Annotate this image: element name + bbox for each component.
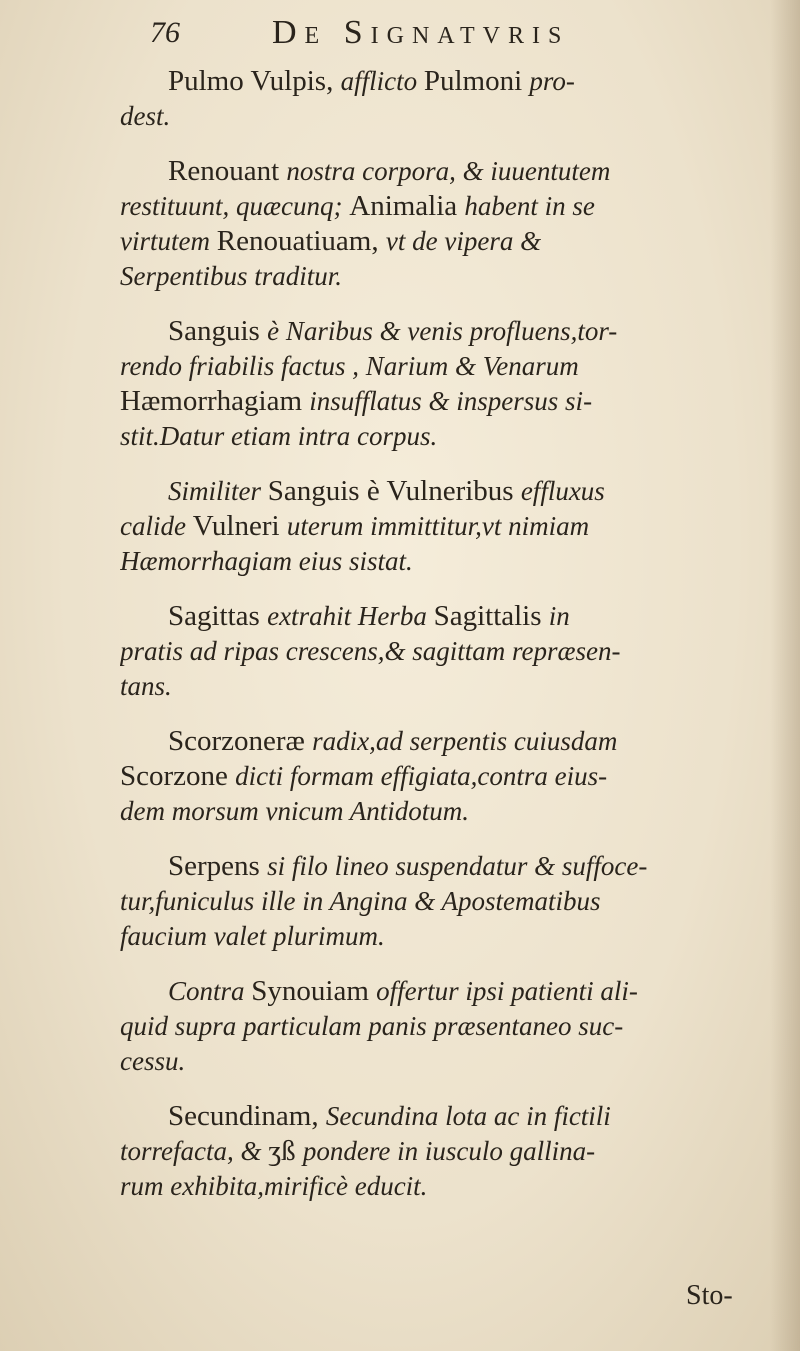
roman-text: Renouant xyxy=(168,155,287,187)
text-line xyxy=(120,419,760,454)
paragraph-gap xyxy=(120,294,760,314)
paragraph xyxy=(120,64,760,134)
text-line xyxy=(120,384,760,419)
italic-text: in xyxy=(548,601,570,631)
paragraph xyxy=(120,974,760,1079)
italic-text: extrahit Herba xyxy=(267,601,434,631)
text-line xyxy=(120,474,760,509)
roman-text: Sagittalis xyxy=(433,600,549,632)
text-line xyxy=(120,509,760,544)
italic-text: è Naribus & venis profluens,tor- xyxy=(267,316,618,346)
text-line xyxy=(120,794,760,829)
running-head: De Signatvris xyxy=(272,14,570,51)
text-line xyxy=(120,669,760,704)
text-line xyxy=(120,189,760,224)
paragraph-gap xyxy=(120,829,760,849)
text-line xyxy=(120,634,760,669)
paragraph xyxy=(120,1099,760,1204)
italic-text: tans. xyxy=(120,671,172,701)
paragraph-gap xyxy=(120,454,760,474)
paragraph xyxy=(120,599,760,704)
text-line xyxy=(120,544,760,579)
italic-text: dem morsum vnicum Antidotum. xyxy=(120,796,469,826)
paragraph-gap xyxy=(120,134,760,154)
paragraph xyxy=(120,314,760,454)
roman-text: Pulmoni xyxy=(423,65,530,97)
page-number: 76 xyxy=(150,16,180,49)
text-line xyxy=(120,224,760,259)
paragraph xyxy=(120,849,760,954)
text-line xyxy=(120,99,760,134)
roman-text: Serpens xyxy=(168,850,268,882)
italic-text: radix,ad serpentis cuiusdam xyxy=(312,726,618,756)
text-line xyxy=(120,314,760,349)
page-gutter-shadow xyxy=(770,0,800,1351)
italic-text: vt de vipera & xyxy=(385,226,542,256)
roman-text: Pulmo Vulpis, xyxy=(168,65,341,97)
catchword: Sto- xyxy=(686,1280,733,1311)
italic-text: virtutem xyxy=(120,226,217,256)
italic-text: uterum immittitur,vt nimiam xyxy=(286,511,590,541)
italic-text: offertur ipsi patienti ali- xyxy=(376,976,638,1006)
roman-text: Hæmorrhagiam xyxy=(120,385,310,417)
roman-text: Scorzoneræ xyxy=(168,725,313,757)
paragraph-gap xyxy=(120,704,760,724)
paragraph xyxy=(120,154,760,294)
text-line xyxy=(120,349,760,384)
text-line xyxy=(120,154,760,189)
text-line xyxy=(120,884,760,919)
italic-text: rendo friabilis factus , Narium & Venarum xyxy=(120,351,579,381)
roman-text: Sanguis è Vulneribus xyxy=(267,475,521,507)
text-line xyxy=(120,64,760,99)
italic-text: dicti formam effigiata,contra eius- xyxy=(235,761,608,791)
paragraph xyxy=(120,724,760,829)
italic-text: pro- xyxy=(529,66,575,96)
text-line xyxy=(120,1169,760,1204)
italic-text: pratis ad ripas crescens,& sagittam repræsen- xyxy=(120,636,621,666)
italic-text: Hæmorrhagiam eius sistat. xyxy=(120,546,413,576)
text-line xyxy=(120,1044,760,1079)
italic-text: habent in se xyxy=(464,191,595,221)
page-header xyxy=(0,14,800,58)
text-line xyxy=(120,724,760,759)
italic-text: nostra corpora, & iuuentutem xyxy=(286,156,611,186)
italic-text: Contra xyxy=(168,976,252,1006)
italic-text: dest. xyxy=(120,101,171,131)
italic-text: stit.Datur etiam intra corpus. xyxy=(120,421,438,451)
text-line xyxy=(120,1134,760,1169)
roman-text: Vulneri xyxy=(192,510,287,542)
body-text xyxy=(120,64,760,1204)
italic-text: faucium valet plurimum. xyxy=(120,921,385,951)
text-line xyxy=(120,1009,760,1044)
roman-text: Synouiam xyxy=(251,975,377,1007)
italic-text: insufflatus & inspersus si- xyxy=(309,386,593,416)
roman-text: Secundinam, xyxy=(168,1100,326,1132)
text-line xyxy=(120,259,760,294)
italic-text: afflicto xyxy=(340,66,424,96)
paragraph xyxy=(120,474,760,579)
italic-text: pondere in iusculo gallina- xyxy=(302,1136,596,1166)
paragraph-gap xyxy=(120,579,760,599)
text-line xyxy=(120,599,760,634)
italic-text: tur,funiculus ille in Angina & Apostematibus xyxy=(120,886,601,916)
italic-text: Serpentibus traditur. xyxy=(120,261,343,291)
roman-text: Sagittas xyxy=(168,600,268,632)
italic-text: rum exhibita,mirificè educit. xyxy=(120,1171,428,1201)
italic-text: restituunt, quæcunq; xyxy=(120,191,350,221)
roman-text: Scorzone xyxy=(120,760,236,792)
roman-text: Renouatiuam, xyxy=(216,225,386,257)
italic-text: quid supra particulam panis præsentaneo suc- xyxy=(120,1011,624,1041)
text-line xyxy=(120,919,760,954)
roman-text: Animalia xyxy=(349,190,465,222)
roman-text: ʒß xyxy=(268,1135,303,1167)
text-line xyxy=(120,1099,760,1134)
italic-text: Secundina lota ac in fictili xyxy=(325,1101,611,1131)
italic-text: Similiter xyxy=(168,476,268,506)
text-line xyxy=(120,759,760,794)
italic-text: calide xyxy=(120,511,193,541)
italic-text: cessu. xyxy=(120,1046,186,1076)
text-line xyxy=(120,974,760,1009)
paragraph-gap xyxy=(120,1079,760,1099)
italic-text: torrefacta, & xyxy=(120,1136,269,1166)
italic-text: si filo lineo suspendatur & suffoce- xyxy=(267,851,648,881)
paragraph-gap xyxy=(120,954,760,974)
italic-text: effluxus xyxy=(520,476,605,506)
roman-text: Sanguis xyxy=(168,315,268,347)
text-line xyxy=(120,849,760,884)
